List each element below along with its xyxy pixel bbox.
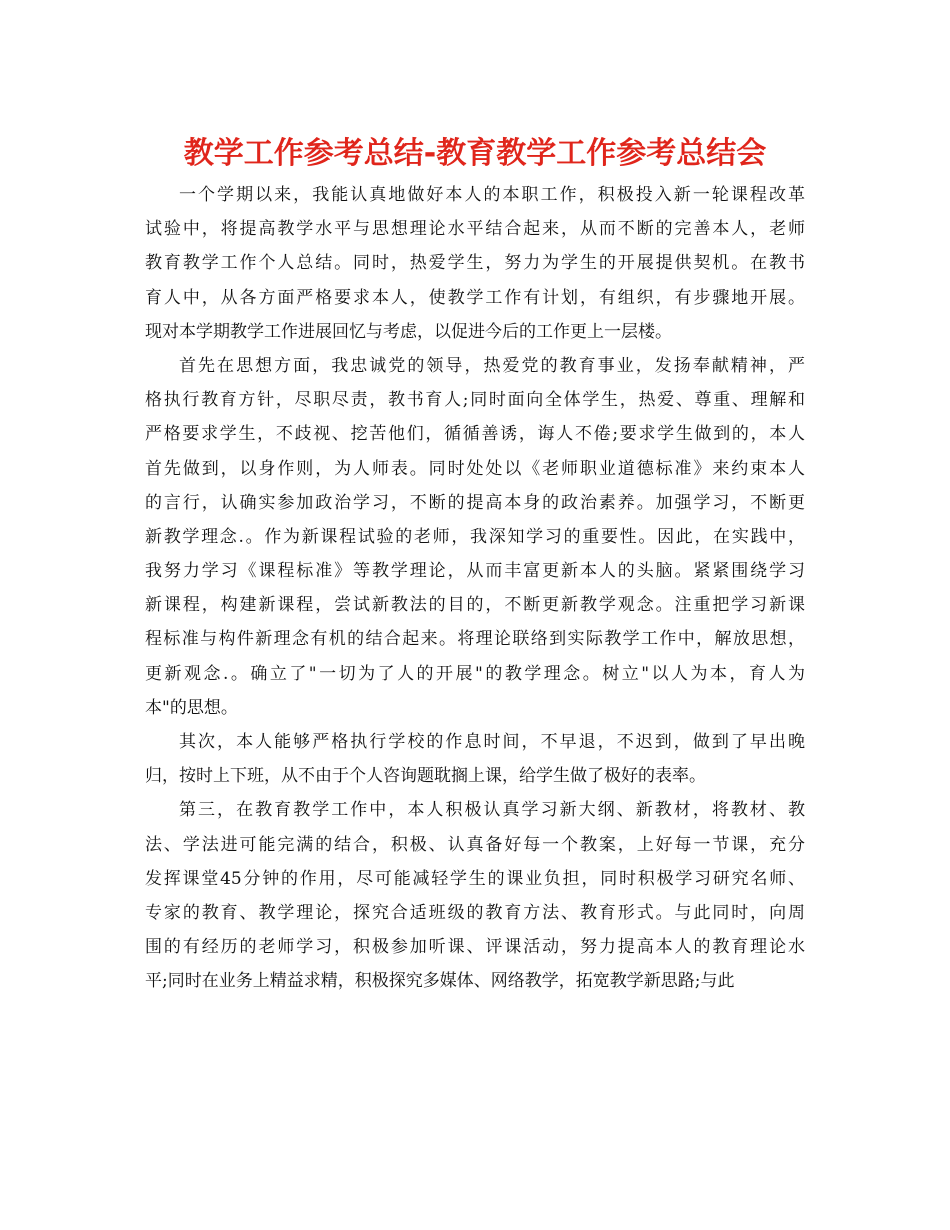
text-line: 教育教学工作个人总结。同时，热爱学生，努力为学生的开展提供契机。在教书	[145, 253, 805, 274]
text-line: 新课程，构建新课程，尝试新教法的目的，不断更新教学观念。注重把学习新课	[145, 595, 805, 616]
text-line: 程标准与构件新理念有机的结合起来。将理论联络到实际教学工作中，解放思想，	[145, 629, 805, 650]
text-line: 平;同时在业务上精益求精，积极探究多媒体、网络教学，拓宽教学新思路;与此	[145, 971, 735, 992]
text-line: 第三，在教育教学工作中，本人积极认真学习新大纲、新教材，将教材、教	[179, 800, 805, 821]
document-body	[145, 178, 805, 999]
text-line: 首先在思想方面，我忠诚党的领导，热爱党的教育事业，发扬奉献精神，严	[179, 355, 805, 376]
text-line: 其次，本人能够严格执行学校的作息时间，不早退，不迟到，做到了早出晚	[179, 732, 805, 752]
text-line: 归，按时上下班，从不由于个人咨询题耽搁上课，给学生做了极好的表率。	[145, 766, 706, 787]
text-line: 一个学期以来，我能认真地做好本人的本职工作，积极投入新一轮课程改革	[179, 185, 805, 205]
text-line: 育人中，从各方面严格要求本人，使教学工作有计划，有组织，有步骤地开展。	[145, 287, 805, 308]
text-line: 更新观念.。确立了"一切为了人的开展"的教学理念。树立"以人为本，育人为	[145, 663, 805, 684]
page-title: 教学工作参考总结-教育教学工作参考总结会	[183, 136, 767, 171]
text-line: 专家的教育、教学理论，探究合适班级的教育方法、教育形式。与此同时，向周	[145, 902, 805, 923]
text-line: 发挥课堂45分钟的作用，尽可能减轻学生的课业负担，同时积极学习研究名师、	[145, 868, 805, 889]
text-line: 现对本学期教学工作进展回忆与考虑，以促进今后的工作更上一层楼。	[145, 321, 672, 342]
paragraph	[145, 793, 805, 998]
text-line: 本"的思想。	[145, 697, 238, 718]
text-line: 我努力学习《课程标准》等教学理论，从而丰富更新本人的头脑。紧紧围绕学习	[145, 561, 805, 582]
text-line: 严格要求学生，不歧视、挖苦他们，循循善诱，诲人不倦;要求学生做到的，本人	[145, 424, 805, 445]
paragraph	[145, 178, 805, 349]
text-line: 试验中，将提高教学水平与思想理论水平结合起来，从而不断的完善本人，老师	[145, 219, 805, 240]
text-line: 围的有经历的老师学习，积极参加听课、评课活动，努力提高本人的教育理论水	[145, 937, 805, 958]
paragraph	[145, 349, 805, 725]
paragraph	[145, 725, 805, 793]
text-line: 法、学法进可能完满的结合，积极、认真备好每一个教案，上好每一节课，充分	[145, 834, 805, 855]
text-line: 新教学理念.。作为新课程试验的老师，我深知学习的重要性。因此，在实践中，	[145, 526, 805, 547]
text-line: 格执行教育方针，尽职尽责，教书育人;同时面向全体学生，热爱、尊重、理解和	[145, 390, 805, 411]
text-line: 的言行，认确实参加政治学习，不断的提高本身的政治素养。加强学习，不断更	[145, 492, 805, 513]
text-line: 首先做到，以身作则，为人师表。同时处处以《老师职业道德标准》来约束本人	[145, 458, 805, 479]
